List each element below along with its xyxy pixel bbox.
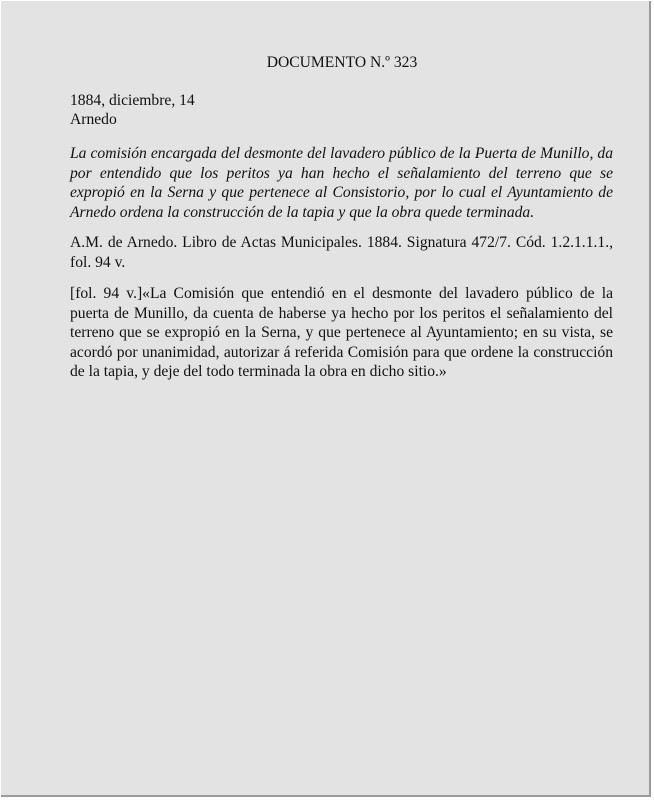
document-page <box>1 1 651 797</box>
document-transcription: [fol. 94 v.]«La Comisión que entendió en el desmonte del lavadero público de la puerta de Munillo, da cuenta de haberse ya hecho por los peritos el señalamiento del terreno que se expropió en la Serna, y que pertenece al Ayuntamiento; en su vista, se acordó por unanimidad, autorizar á referida Comisión para que ordene la construcción de la tapia, y deje del todo terminada la obra en dicho sitio.» <box>70 285 613 381</box>
document-source-reference: A.M. de Arnedo. Libro de Actas Municipales. 1884. Signatura 472/7. Cód. 1.2.1.1.1., fol. 94 v. <box>70 234 613 271</box>
document-title: DOCUMENTO N.º 323 <box>266 54 418 71</box>
document-date: 1884, diciembre, 14 <box>70 92 195 109</box>
document-place: Arnedo <box>70 111 117 128</box>
document-summary: La comisión encargada del desmonte del lavadero público de la Puerta de Munillo, da por entendido que los peritos ya han hecho el señalamiento del terreno que se expropió en la Serna y que pertenece al Consistorio, por lo cual el Ayuntamiento de Arnedo ordena la construcción de la tapia y que la obra quede terminada. <box>70 145 613 221</box>
